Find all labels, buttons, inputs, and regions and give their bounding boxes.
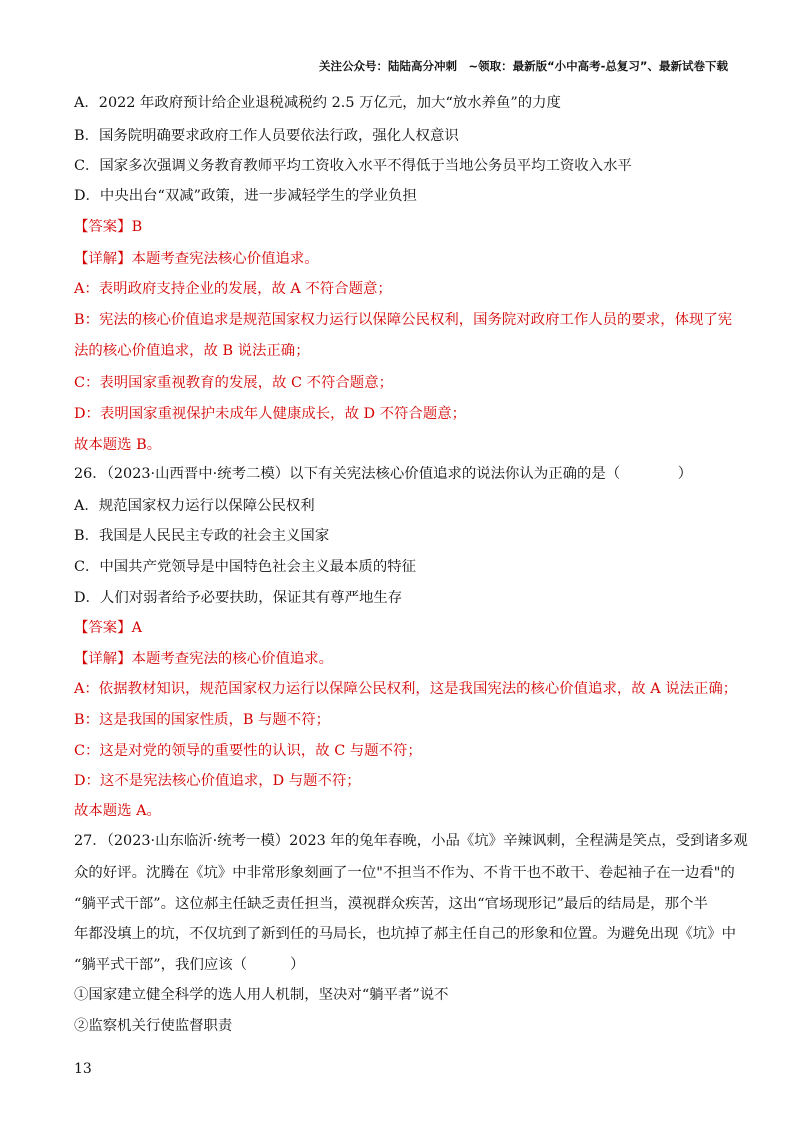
text-line: 【详解】本题考查宪法核心价值追求。 [74,251,319,267]
text-line: 【详解】本题考查宪法的核心价值追求。 [74,651,334,667]
text-line: A：表明政府支持企业的发展，故 A 不符合题意； [74,281,392,297]
text-line: D．中央出台“双减”政策，进一步减轻学生的学业负担 [74,188,417,204]
text-line: D：表明国家重视保护未成年人健康成长，故 D 不符合题意； [74,406,466,422]
text-line: D．人们对弱者给予必要扶助，保证其有尊严地生存 [74,590,403,606]
text-line: 法的核心价值追求，故 B 说法正确； [74,343,310,359]
text-line: A：依据教材知识，规范国家权力运行以保障公民权利，这是我国宪法的核心价值追求，故 A 说法正确； [74,681,738,697]
text-line: B：宪法的核心价值追求是规范国家权力运行以保障公民权利，国务院对政府工作人员的要求，体现了宪 [74,312,733,328]
text-line: B．我国是人民民主专政的社会主义国家 [74,528,330,544]
text-line: 故本题选 B。 [74,437,162,453]
text-line: 【答案】A [74,620,142,636]
text-line: B．国务院明确要求政府工作人员要依法行政，强化人权意识 [74,128,459,144]
text-line: C：表明国家重视教育的发展，故 C 不符合题意； [74,375,393,391]
text-line: A．2022 年政府预计给企业退税减税约 2.5 万亿元，加大“放水养鱼”的力度 [74,95,561,111]
text-line: 故本题选 A。 [74,803,161,819]
page-number: 13 [74,1061,92,1077]
text-line: 众的好评。沈腾在《坑》中非常形象刻画了一位"不担当不作为、不肯干也不敢干、卷起袖子在一边看"的 [74,865,735,881]
page-header: 关注公众号：陆陆高分冲刺 ~领取：最新版“小中高考-总复习”、最新试卷下载 [318,59,728,73]
text-line: C．国家多次强调义务教育教师平均工资收入水平不得低于当地公务员平均工资收入水平 [74,158,632,174]
text-line: 【答案】B [74,219,143,235]
text-line: D：这不是宪法核心价值追求，D 与题不符； [74,773,361,789]
text-line: 26．（2023·山西晋中·统考二模）以下有关宪法核心价值追求的说法你认为正确的是（ ） [74,466,693,482]
text-line: A．规范国家权力运行以保障公民权利 [74,498,315,514]
text-line: C．中国共产党领导是中国特色社会主义最本质的特征 [74,559,416,575]
text-line: ①国家建立健全科学的选人用人机制，坚决对“躺平者”说不 [74,987,449,1003]
text-line: “躺平式干部”，我们应该（ ） [74,957,305,973]
text-line: C：这是对党的领导的重要性的认识，故 C 与题不符； [74,743,422,759]
text-line: 27．（2023·山东临沂·统考一模）2023 年的兔年春晚，小品《坑》辛辣讽刺，全程满是笑点，受到诸多观 [74,833,748,849]
text-line: ②监察机关行使监督职责 [74,1018,233,1034]
text-line: 年都没填上的坑，不仅坑到了新到任的马局长，也坑掉了郝主任自己的形象和位置。为避免出现《坑》中 [74,926,736,942]
text-line: B：这是我国的国家性质，B 与题不符； [74,712,330,728]
text-line: “躺平式干部”。这位郝主任缺乏责任担当，漠视群众疾苦，这出“官场现形记”最后的结局是，那个半 [74,896,708,912]
